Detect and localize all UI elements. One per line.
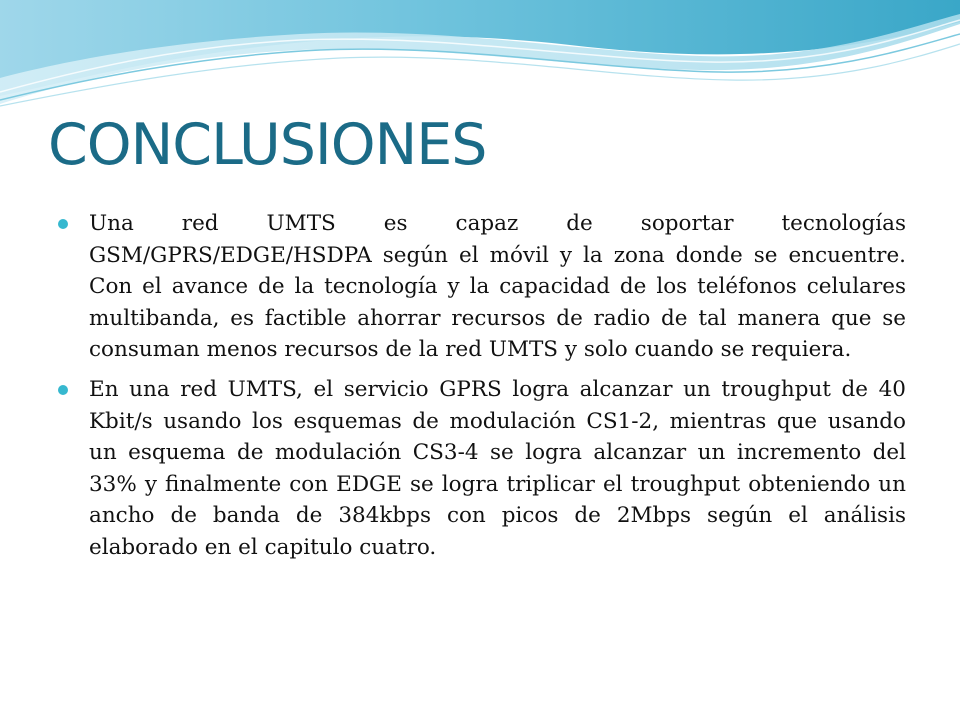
- bullet-list: [56, 208, 906, 572]
- bullet-dot-icon: [58, 219, 68, 229]
- bullet-text: En una red UMTS, el servicio GPRS logra alcanzar un troughput de 40 Kbit/s usando los esquemas de modulación CS1-2, mientras que usando un esquema de modulación CS3-4 se logra alcanzar un incremento del 33% y finalmente con EDGE se logra triplicar el troughput obteniendo un ancho de banda de 384kbps con picos de 2Mbps según el análisis elaborado en el capitulo cuatro.: [89, 376, 906, 560]
- bullet-text: Una red UMTS es capaz de soportar tecnologías GSM/GPRS/EDGE/HSDPA según el móvil y la zona donde se encuentre. Con el avance de la tecnología y la capacidad de los teléfonos celulares multibanda, es factible ahorrar recursos de radio de tal manera que se consuman menos recursos de la red UMTS y solo cuando se requiera.: [89, 211, 906, 363]
- bullet-item: [56, 208, 906, 366]
- bullet-item: [56, 374, 906, 564]
- bullet-dot-icon: [58, 385, 68, 395]
- slide-title: CONCLUSIONES: [48, 112, 487, 178]
- header-wave-decoration: [0, 0, 960, 120]
